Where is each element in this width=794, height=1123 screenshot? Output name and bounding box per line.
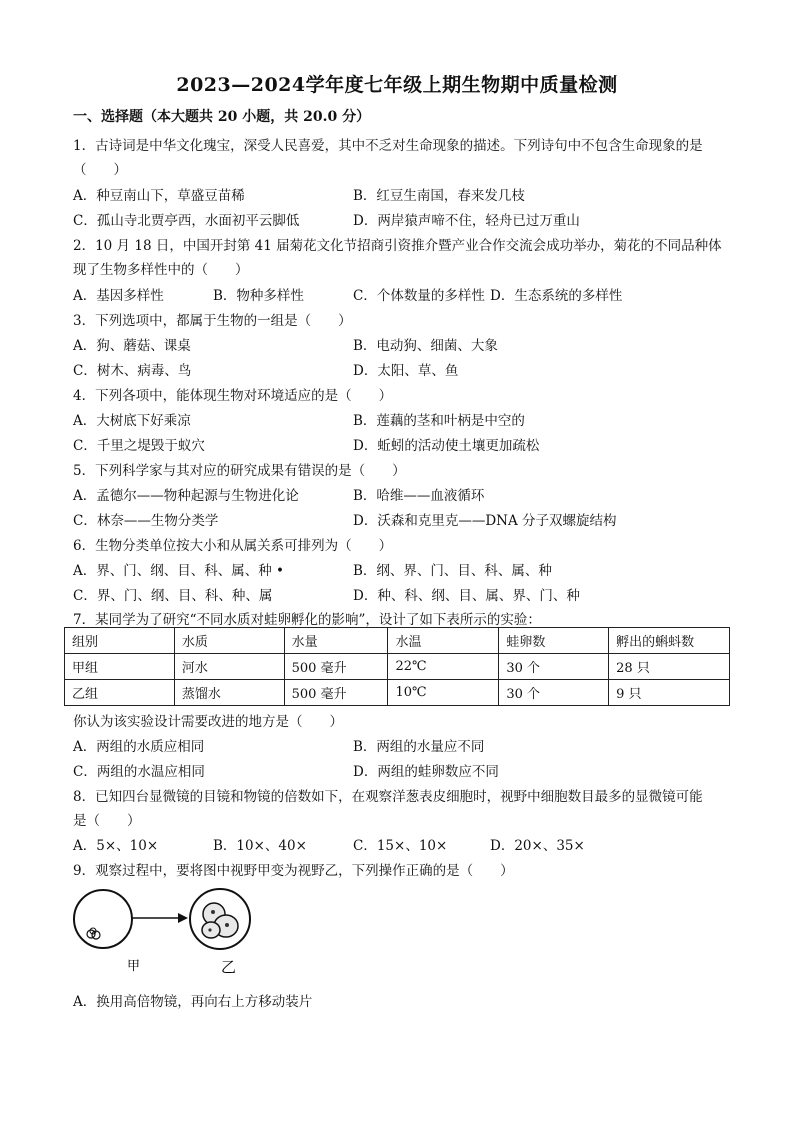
q5-option-d: D．沃森和克里克——DNA 分子双螺旋结构 [353, 513, 617, 529]
q4-option-b: B．莲藕的茎和叶柄是中空的 [353, 413, 525, 429]
q3-option-c: C．树木、病毒、鸟 [73, 363, 192, 379]
small-cells-icon [87, 928, 100, 939]
q2-option-b: B．物种多样性 [213, 288, 304, 304]
q3-option-b: B．电动狗、细菌、大象 [353, 338, 498, 354]
q3-option-d: D．太阳、草、鱼 [353, 363, 459, 379]
q6-option-b: B．纲、界、门、目、科、属、种 [353, 563, 552, 579]
q4-stem: 4．下列各项中，能体现生物对环境适应的是（ ） [73, 388, 393, 404]
q6-option-a: A．界、门、纲、目、科、属、种 • [73, 563, 285, 579]
q5-stem: 5．下列科学家与其对应的研究成果有错误的是（ ） [73, 463, 406, 479]
q5-option-b: B．哈维——血液循环 [353, 488, 485, 504]
q2-stem: 2．10 月 18 日，中国开封第 41 届菊花文化节招商引资推介暨产业合作交流会成功举办，菊花的不同品种体 [73, 238, 722, 254]
q8-option-b: B．10×、40× [213, 838, 307, 854]
table-cell: 500 毫升 [284, 654, 388, 680]
q7-stem: 7．某同学为了研究“不同水质对蛙卵孵化的影响”，设计了如下表所示的实验： [73, 612, 541, 628]
arrow-head-icon [178, 913, 188, 923]
q5-option-c: C．林奈——生物分类学 [73, 513, 219, 529]
table-cell: 甲组 [65, 654, 175, 680]
q1-option-b: B．红豆生南国，春来发几枝 [353, 188, 525, 204]
q9-stem: 9．观察过程中，要将图中视野甲变为视野乙，下列操作正确的是（ ） [73, 863, 514, 879]
table-header-cell: 水温 [388, 628, 499, 654]
table-cell: 30 个 [499, 680, 609, 706]
q8-option-c: C．15×、10× [353, 838, 448, 854]
q7-option-d: D．两组的蛙卵数应不同 [353, 764, 499, 780]
table-row [65, 680, 730, 706]
q6-stem: 6．生物分类单位按大小和从属关系可排列为（ ） [73, 538, 393, 554]
q9-option-a: A．换用高倍物镜，再向右上方移动装片 [73, 994, 313, 1010]
field-jia-circle [74, 890, 132, 948]
table-cell: 28 只 [609, 654, 730, 680]
q4-option-a: A．大树底下好乘凉 [73, 413, 191, 429]
table-header-row [65, 628, 730, 654]
table-header-cell: 水量 [284, 628, 388, 654]
q2-option-c: C．个体数量的多样性 [353, 288, 485, 304]
table-header-cell: 蛙卵数 [499, 628, 609, 654]
table-cell: 10℃ [388, 680, 499, 706]
q3-stem: 3．下列选项中，都属于生物的一组是（ ） [73, 313, 352, 329]
q8-option-d: D．20×、35× [490, 838, 585, 854]
table-header-cell: 组别 [65, 628, 175, 654]
q1-option-c: C．孤山寺北贾亭西，水面初平云脚低 [73, 213, 300, 229]
q1-stem-cont: （ ） [73, 162, 127, 178]
q6-option-d: D．种、科、纲、目、属、界、门、种 [353, 588, 580, 604]
experiment-table [64, 627, 730, 706]
table-header-cell: 水质 [174, 628, 284, 654]
q8-stem: 8．已知四台显微镜的目镜和物镜的倍数如下，在观察洋葱表皮细胞时，视野中细胞数目最多的显微镜可能 [73, 789, 703, 805]
q2-option-a: A．基因多样性 [73, 288, 164, 304]
q2-option-d: D．生态系统的多样性 [490, 288, 623, 304]
q7-question: 你认为该实验设计需要改进的地方是（ ） [73, 714, 343, 730]
table-cell: 9 只 [609, 680, 730, 706]
q7-option-b: B．两组的水量应不同 [353, 739, 485, 755]
table-row [65, 654, 730, 680]
q7-option-c: C．两组的水温应相同 [73, 764, 205, 780]
table-cell: 500 毫升 [284, 680, 388, 706]
table-cell: 22℃ [388, 654, 499, 680]
q1-option-d: D．两岸猿声啼不住，轻舟已过万重山 [353, 213, 580, 229]
q8-option-a: A．5×、10× [73, 838, 159, 854]
q8-stem-cont: 是（ ） [73, 813, 141, 829]
q3-option-a: A．狗、蘑菇、课桌 [73, 338, 191, 354]
table-header-cell: 孵出的蝌蚪数 [609, 628, 730, 654]
q2-stem-cont: 现了生物多样性中的（ ） [73, 262, 249, 278]
exam-title: 2023—2024学年度七年级上期生物期中质量检测 [176, 74, 618, 96]
q7-option-a: A．两组的水质应相同 [73, 739, 205, 755]
q4-option-c: C．千里之堤毁于蚁穴 [73, 438, 205, 454]
table-cell: 30 个 [499, 654, 609, 680]
large-cells-icon [202, 903, 238, 938]
table-cell: 蒸馏水 [174, 680, 284, 706]
table-cell: 乙组 [65, 680, 175, 706]
label-jia: 甲 [127, 959, 141, 974]
q5-option-a: A．孟德尔——物种起源与生物进化论 [73, 488, 299, 504]
q1-option-a: A．种豆南山下，草盛豆苗稀 [73, 188, 245, 204]
table-cell: 河水 [174, 654, 284, 680]
section-heading: 一、选择题（本大题共 20 小题，共 20.0 分） [73, 109, 371, 125]
q4-option-d: D．蚯蚓的活动使土壤更加疏松 [353, 438, 540, 454]
q1-stem: 1．古诗词是中华文化瑰宝，深受人民喜爱，其中不乏对生命现象的描述。下列诗句中不包含生命现象的是 [73, 138, 703, 154]
q6-option-c: C．界、门、纲、目、科、种、属 [73, 588, 273, 604]
microscope-field-diagram [70, 884, 280, 976]
label-yi: 乙 [221, 958, 237, 976]
